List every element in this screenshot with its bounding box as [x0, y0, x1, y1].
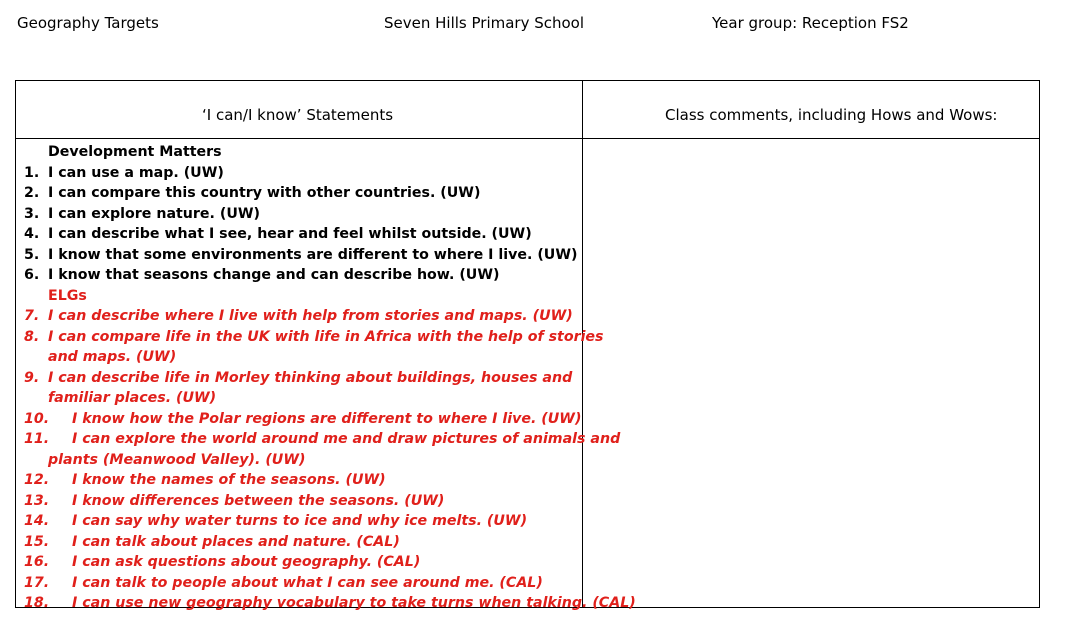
statement-text: I can explore the world around me and draw pictures of animals and	[72, 431, 621, 447]
targets-table	[15, 80, 1040, 611]
elgs-heading-row	[16, 286, 582, 307]
statement-number: 3.	[24, 205, 40, 222]
statement-text: I know how the Polar regions are different to where I live. (UW)	[72, 410, 582, 427]
statement-number: 1.	[24, 164, 40, 181]
year-group: Year group: Reception FS2	[712, 14, 909, 32]
statement-continuation-row	[16, 347, 582, 368]
statement-row	[16, 573, 582, 594]
document-subject: Geography Targets	[17, 14, 159, 32]
statement-number: 17.	[24, 574, 50, 591]
statement-text: I know that some environments are different to where I live. (UW)	[48, 246, 578, 263]
statement-number: 4.	[24, 226, 40, 242]
statement-number: 6.	[24, 267, 40, 283]
statement-text: I can describe where I live with help from stories and maps. (UW)	[48, 308, 573, 324]
statement-row	[16, 491, 582, 512]
statement-number: 18.	[24, 595, 50, 611]
statement-row	[16, 593, 636, 614]
statement-text: I know the names of the seasons. (UW)	[72, 472, 386, 488]
statement-row	[16, 368, 582, 389]
statement-number: 14.	[24, 513, 50, 529]
statement-row	[16, 163, 582, 184]
school-name: Seven Hills Primary School	[384, 14, 585, 32]
statement-number: 10.	[24, 410, 50, 427]
statement-row	[16, 409, 582, 430]
statement-text: I can ask questions about geography. (CAL)	[72, 554, 421, 570]
statement-number: 2.	[24, 185, 40, 201]
statement-row	[16, 532, 582, 553]
statement-row	[16, 306, 582, 327]
statement-continuation-row	[16, 388, 582, 409]
statement-row	[16, 327, 604, 348]
statement-number: 5.	[24, 246, 40, 263]
statement-text: I can compare this country with other countries. (UW)	[48, 185, 481, 201]
statement-row	[16, 265, 582, 286]
statement-number: 12.	[24, 472, 50, 488]
elgs-heading: ELGs	[48, 287, 87, 304]
statement-text: I can use a map. (UW)	[48, 164, 224, 181]
statement-text: I know that seasons change and can describe how. (UW)	[48, 267, 500, 283]
statement-text: I can talk about places and nature. (CAL)	[72, 533, 400, 550]
statement-text: I can explore nature. (UW)	[48, 205, 260, 222]
statement-row	[16, 429, 621, 450]
statements-column-header: ‘I can/I know’ Statements	[202, 106, 394, 124]
statement-row	[16, 245, 582, 266]
statement-text: I know differences between the seasons. (UW)	[72, 492, 445, 509]
statement-number: 13.	[24, 492, 50, 509]
statement-text: I can talk to people about what I can see around me. (CAL)	[72, 574, 543, 591]
statement-number: 11.	[24, 431, 50, 447]
statement-number: 9.	[24, 369, 40, 386]
statement-row	[16, 552, 582, 573]
statement-text: I can compare life in the UK with life in Africa with the help of stories	[48, 328, 604, 345]
statements-list	[16, 142, 636, 614]
statement-number: 15.	[24, 533, 50, 550]
statement-row	[16, 224, 582, 245]
statement-number: 8.	[24, 328, 40, 345]
statement-text: I can say why water turns to ice and why ice melts. (UW)	[72, 513, 528, 529]
statement-number: 7.	[24, 308, 40, 324]
statement-continuation-text: and maps. (UW)	[48, 349, 177, 365]
statement-row	[16, 470, 582, 491]
statement-row	[16, 511, 582, 532]
statement-number: 16.	[24, 554, 50, 570]
statement-continuation-text: familiar places. (UW)	[48, 390, 217, 406]
comments-cell[interactable]	[583, 139, 1039, 607]
development-matters-heading: Development Matters	[48, 144, 222, 160]
statement-continuation-row	[16, 450, 582, 471]
statement-continuation-text: plants (Meanwood Valley). (UW)	[48, 451, 306, 468]
comments-column-header: Class comments, including Hows and Wows:	[665, 106, 998, 124]
statement-row	[16, 204, 582, 225]
development-matters-heading-row	[16, 142, 582, 163]
statement-text: I can describe life in Morley thinking about buildings, houses and	[48, 369, 573, 386]
statement-row	[16, 183, 582, 204]
statement-text: I can describe what I see, hear and feel whilst outside. (UW)	[48, 226, 532, 242]
statement-text: I can use new geography vocabulary to take turns when talking. (CAL)	[72, 595, 636, 611]
